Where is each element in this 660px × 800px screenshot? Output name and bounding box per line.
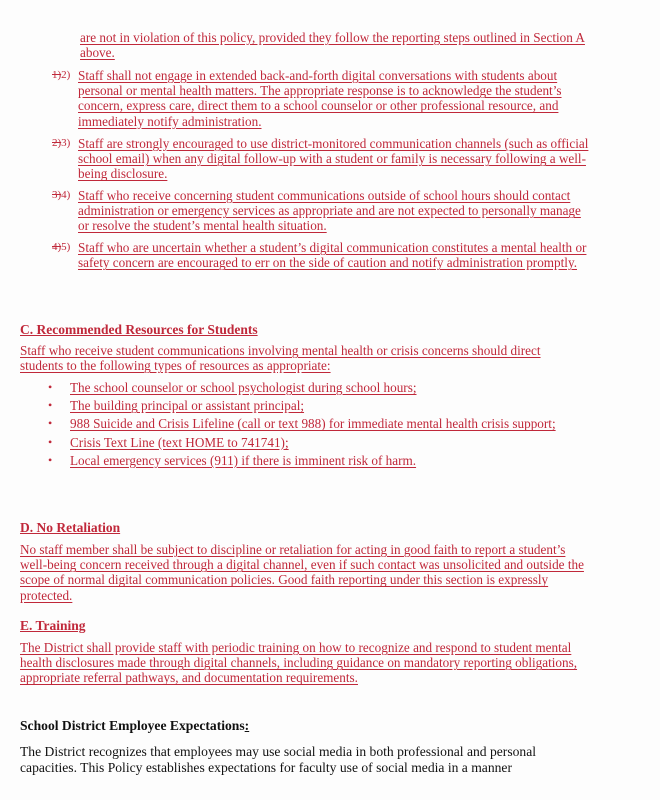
item-text: Staff shall not engage in extended back-and-forth digital conversations with students about personal or mental health matters. The appropriate response is to acknowledge the student’s concern, express care, direct them to a school counselor or other professional resource, and immediately notify administration. — [78, 68, 562, 129]
bullet-icon: • — [48, 452, 53, 467]
section-e-text: The District shall provide staff with periodic training on how to recognize and respond to student mental health disclosures made through digital channels, including guidance on mandatory reporting obligations, appropriate referral pathways, and documentation requirements. — [20, 640, 578, 686]
item-number: 4)5) — [52, 241, 71, 253]
resource-list — [48, 380, 568, 471]
list-item-2 — [52, 68, 592, 129]
item-text: Staff who receive concerning student communications outside of school hours should contact administration or emergency services as appropriate and are not expected to personally manage or resolve the student’s mental health situation. — [78, 188, 581, 234]
item-text: Staff are strongly encouraged to use district-monitored communication channels (such as official school email) when any digital follow-up with a student or family is necessary following a well-being disclosure. — [78, 136, 589, 182]
section-e-heading: E. Training — [20, 618, 86, 633]
list-item: • Local emergency services (911) if there is imminent risk of harm. — [48, 452, 417, 468]
item-text: Staff who are uncertain whether a student’s digital communication constitutes a mental health or safety concern are encouraged to err on the side of caution and notify administration promptly. — [78, 240, 587, 271]
bullet-icon: • — [48, 380, 53, 394]
list-item: • The building principal or assistant principal; — [48, 398, 305, 414]
item-number: 2)3) — [52, 137, 71, 149]
employee-expectations-heading: School District Employee Expectations: — [20, 718, 250, 733]
list-item-5 — [52, 240, 592, 270]
section-d-heading: D. No Retaliation — [20, 520, 121, 535]
list-item-3 — [52, 136, 592, 182]
list-item: • 988 Suicide and Crisis Lifeline (call or text 988) for immediate mental health crisis support; — [48, 416, 556, 432]
section-c-intro: Staff who receive student communications involving mental health or crisis concerns should direct students to the following types of resources as appropriate: — [20, 343, 541, 374]
employee-expectations-text: The District recognizes that employees may use social media in both professional and personal capacities. This Policy establishes expectations for faculty use of social media in a manner — [20, 744, 537, 775]
list-item-4 — [52, 188, 592, 234]
item-number: 1)2) — [52, 69, 71, 81]
bullet-icon: • — [48, 434, 53, 449]
list-item: • The school counselor or school psychologist during school hours; — [48, 380, 417, 395]
bullet-icon: • — [48, 416, 53, 431]
bullet-icon: • — [48, 398, 53, 413]
section-c-heading: C. Recommended Resources for Students — [20, 322, 258, 337]
list-item: • Crisis Text Line (text HOME to 741741); — [48, 434, 289, 450]
section-b-continuation: are not in violation of this policy, provided they follow the reporting steps outlined in Section A above. — [80, 30, 585, 61]
section-d-text: No staff member shall be subject to discipline or retaliation for acting in good faith to report a student’s well-being concern received through a digital channel, even if such contact was unsolicited and outside the scope of normal digital communication policies. Good faith reporting under this section is expressly protected. — [20, 542, 584, 603]
item-number: 3)4) — [52, 189, 71, 201]
